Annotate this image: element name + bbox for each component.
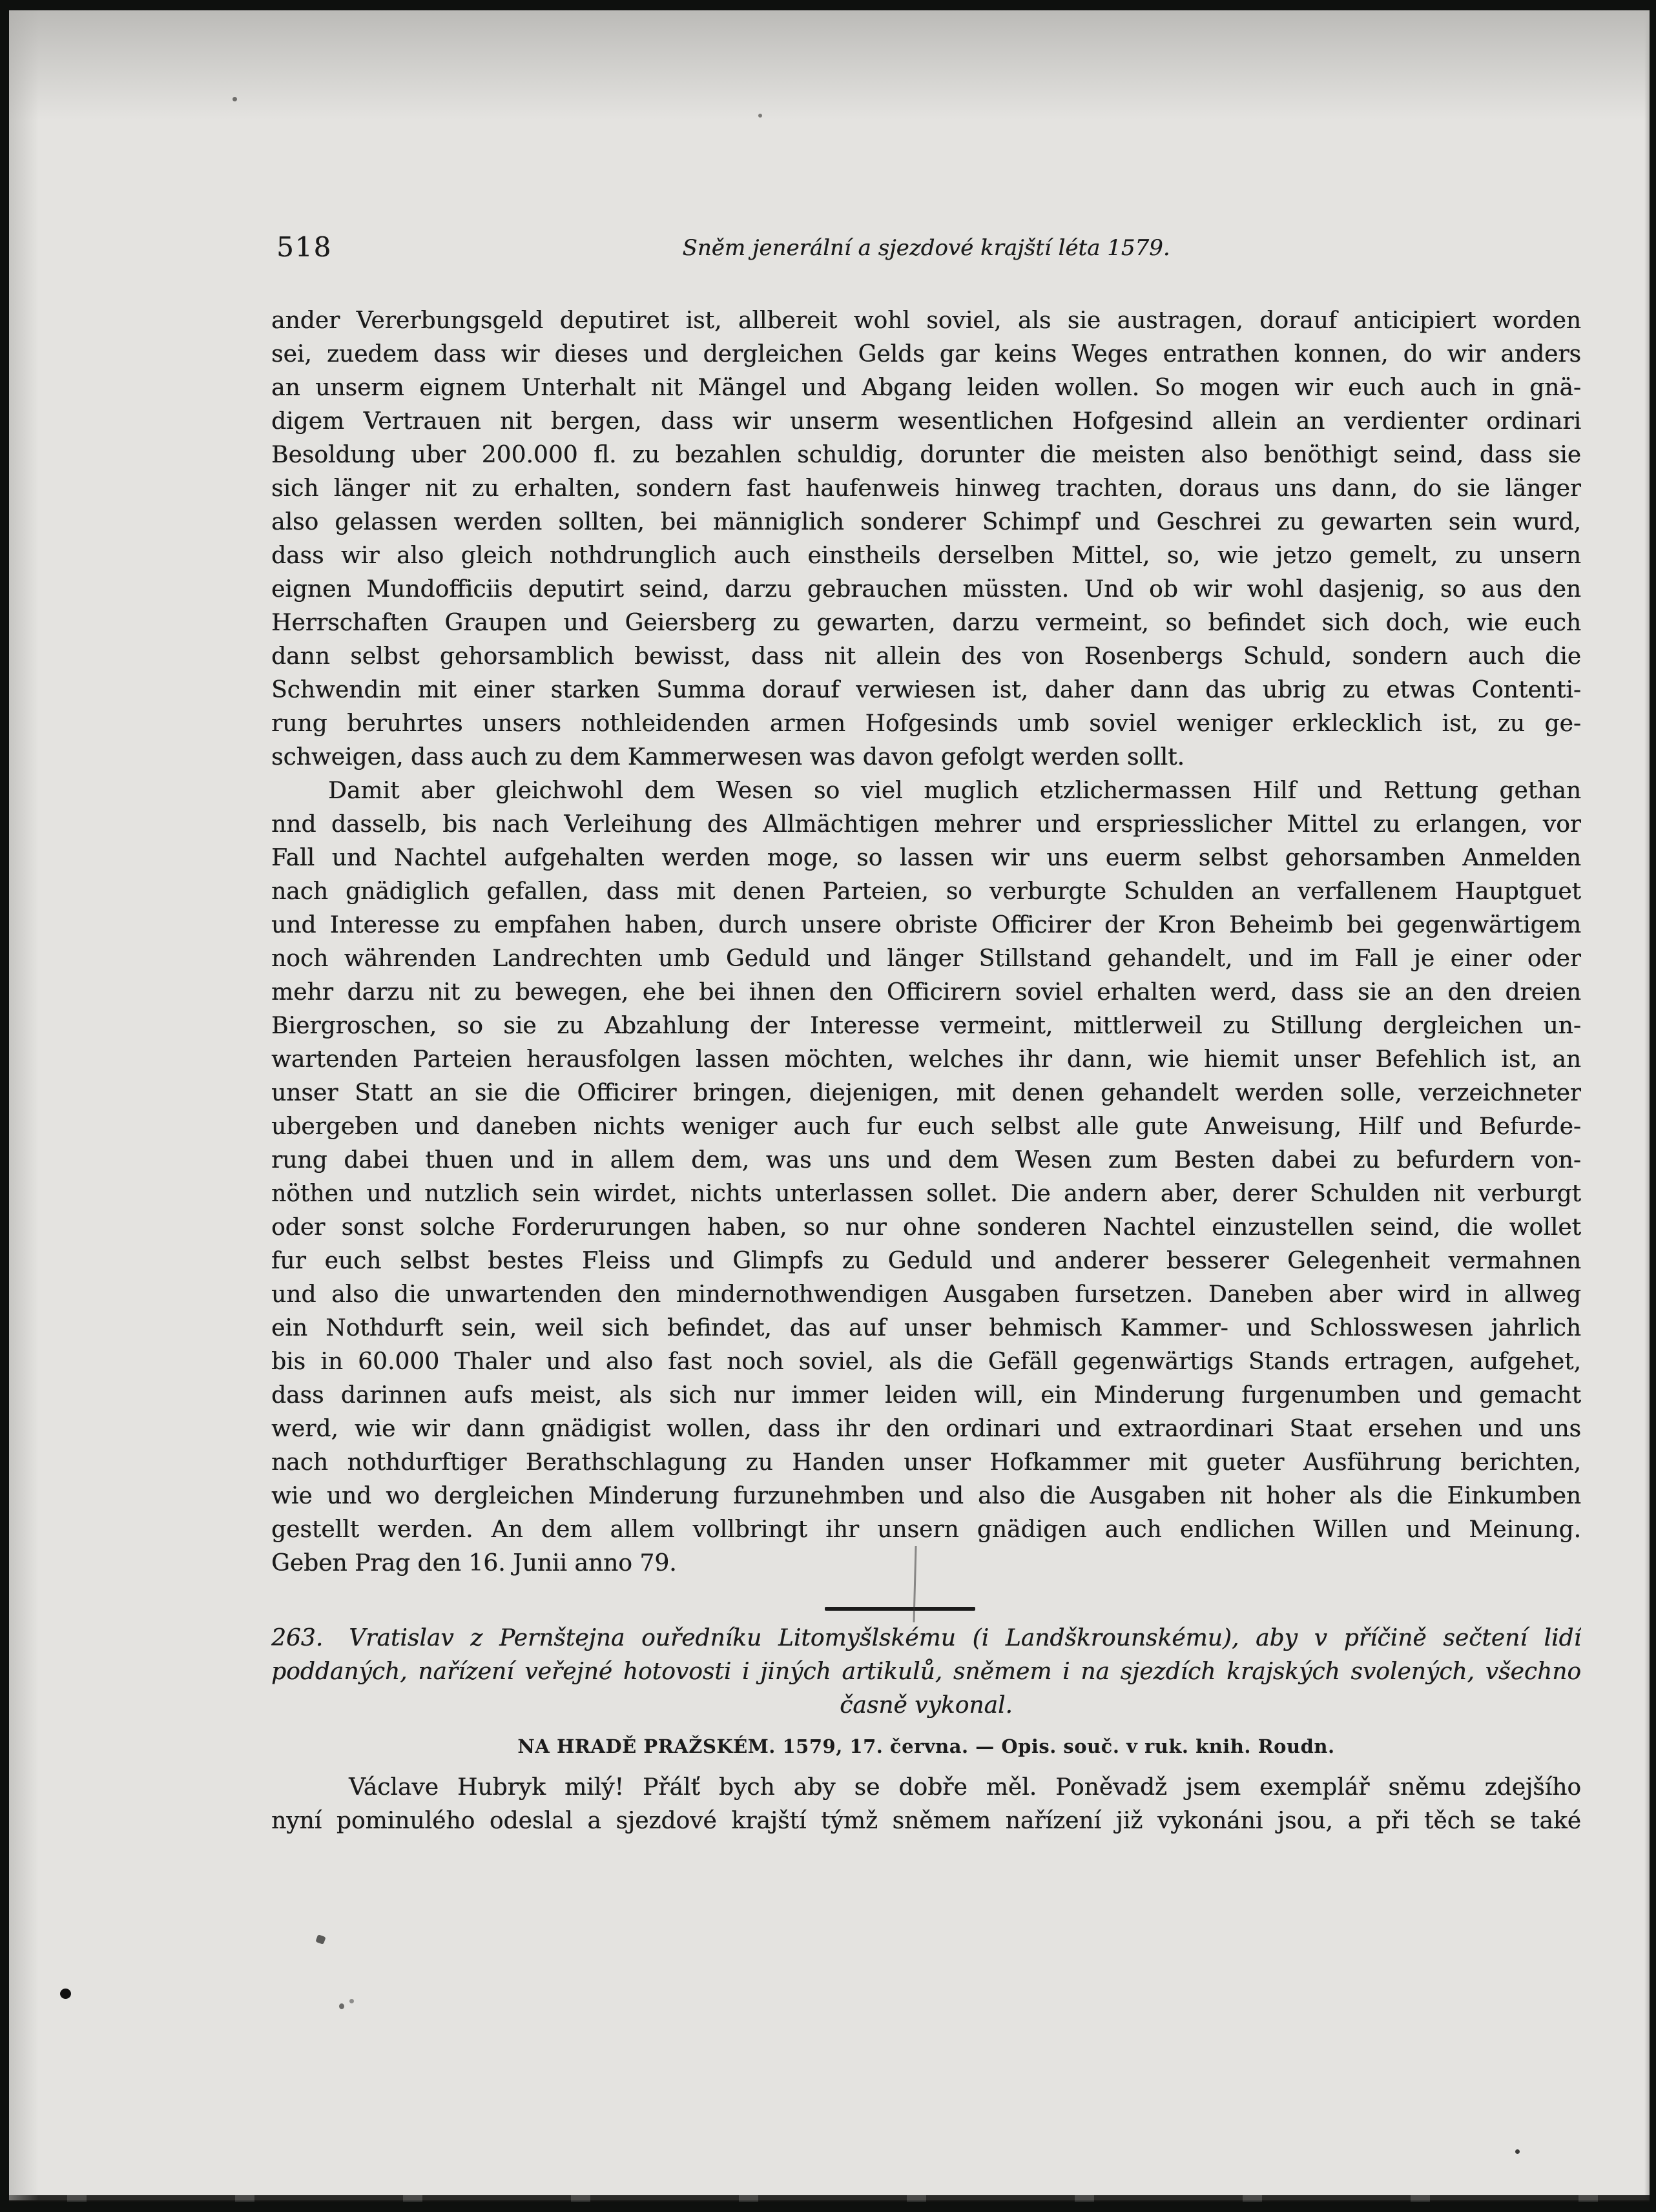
page-bottom-edge <box>9 2195 1650 2202</box>
text-line: nyní pominulého odeslal a sjezdové krajští týmž sněmem nařízení již vykonáni jsou, a při těch se také <box>271 1808 1581 1834</box>
entry-263-body <box>271 1771 1581 1838</box>
entry-263-heading <box>271 1622 1581 1722</box>
text-line: fur euch selbst bestes Fleiss und Glimpfs zu Geduld und anderer besserer Gelegenheit vermahnen <box>271 1248 1581 1274</box>
ink-speck <box>60 1989 71 1999</box>
page-right-edge <box>1644 10 1650 2200</box>
page-number: 518 <box>276 231 333 263</box>
ink-speck <box>758 114 762 118</box>
text-line: sich länger nit zu erhalten, sondern fast haufenweis hinweg trachten, doraus uns dann, do sie länger <box>271 475 1581 502</box>
text-line: wie und wo dergleichen Minderung furzunehmben und also die Ausgaben nit hoher als die Einkumben <box>271 1483 1581 1509</box>
german-paragraph-2 <box>271 774 1581 1547</box>
text-line: eignen Mundofficiis deputirt seind, darzu gebrauchen müssten. Und ob wir wohl dasjenig, so aus den <box>271 576 1581 603</box>
running-title: Sněm jenerální a sjezdové krajští léta 1579. <box>682 235 1170 261</box>
text-line: nach gnädiglich gefallen, dass mit denen Parteien, so verburgte Schulden an verfallenem Hauptguet <box>271 878 1581 905</box>
text-line: rung dabei thuen und in allem dem, was uns und dem Wesen zum Besten dabei zu befurdern von- <box>271 1147 1581 1173</box>
text-line: digem Vertrauen nit bergen, dass wir unserm wesentlichen Hofgesind allein an verdienter ordinari <box>271 408 1581 435</box>
text-line: nach nothdurftiger Berathschlagung zu Handen unser Hofkammer mit gueter Ausführung berichten, <box>271 1449 1581 1476</box>
german-paragraph-1 <box>271 304 1581 774</box>
entry-number: 263. <box>271 1625 324 1651</box>
text-line: Besoldung uber 200.000 fl. zu bezahlen schuldig, dorunter die meisten also benöthigt seind, dass sie <box>271 442 1581 468</box>
text-line: noch währenden Landrechten umb Geduld und länger Stillstand gehandelt, und im Fall je einer oder <box>271 946 1581 972</box>
text-line: nnd dasselb, bis nach Verleihung des Allmächtigen mehrer und erspriesslicher Mittel zu erlangen, vor <box>271 811 1581 838</box>
text-line: dann selbst gehorsamblich bewisst, dass nit allein des von Rosenbergs Schuld, sondern auch die <box>271 643 1581 670</box>
text-line: oder sonst solche Forderurungen haben, so nur ohne sonderen Nachtel einzustellen seind, die wollet <box>271 1214 1581 1241</box>
text-line: rung beruhrtes unsers nothleidenden armen Hofgesinds umb soviel weniger erklecklich ist, zu ge- <box>271 710 1581 737</box>
entry-heading-text: Vratislav z Pernštejna ouředníku Litomyšlskému (i Landškrounskému), aby v příčině sečtení lidí <box>349 1625 1581 1651</box>
ink-speck <box>1515 2149 1520 2154</box>
entry-heading-line-3: časně vykonal. <box>840 1692 1013 1719</box>
text-line: wartenden Parteien herausfolgen lassen möchten, welches ihr dann, wie hiemit unser Befehlich ist, an <box>271 1046 1581 1073</box>
text-line: werd, wie wir dann gnädigist wollen, dass ihr den ordinari und extraordinari Staat ersehen und uns <box>271 1416 1581 1442</box>
text-line: gestellt werden. An dem allem vollbringt ihr unsern gnädigen auch endlichen Willen und Meinung. <box>271 1516 1581 1543</box>
entry-heading-line-2: poddaných, nařízení veřejné hotovosti i jiných artikulů, sněmem i na sjezdích krajských svolených, všechno <box>271 1659 1581 1685</box>
text-line: Schwendin mit einer starken Summa dorauf verwiesen ist, daher dann das ubrig zu etwas Contenti- <box>271 677 1581 703</box>
text-line: mehr darzu nit zu bewegen, ehe bei ihnen den Officirern soviel erhalten werd, dass sie an den dreien <box>271 979 1581 1006</box>
ink-speck <box>339 2003 344 2009</box>
section-divider-rule <box>825 1607 975 1611</box>
text-line: an unserm eignem Unterhalt nit Mängel und Abgang leiden wollen. So mogen wir euch auch in gnä- <box>271 375 1581 401</box>
text-line: ubergeben und daneben nichts weniger auch fur euch selbst alle gute Anweisung, Hilf und Befurde- <box>271 1113 1581 1140</box>
text-line: ander Vererbungsgeld deputiret ist, allbereit wohl soviel, als sie austragen, dorauf anticipiert worden <box>271 307 1581 334</box>
text-line: und also die unwartenden den mindernothwendigen Ausgaben fursetzen. Daneben aber wird in allweg <box>271 1281 1581 1308</box>
section-divider-area <box>271 1594 1581 1613</box>
text-line: und Interesse zu empfahen haben, durch unsere obriste Officirer der Kron Beheimb bei gegenwärtigem <box>271 912 1581 938</box>
text-line: dass darinnen aufs meist, als sich nur immer leiden will, ein Minderung furgenumben und gemacht <box>271 1382 1581 1409</box>
text-line: Damit aber gleichwohl dem Wesen so viel muglich etzlichermassen Hilf und Rettung gethan <box>328 778 1581 804</box>
source-note: NA HRADĚ PRAŽSKÉM. 1579, 17. června. — Opis. souč. v ruk. knih. Roudn. <box>517 1735 1335 1757</box>
text-line: Herrschaften Graupen und Geiersberg zu gewarten, darzu vermeint, so befindet sich doch, wie euch <box>271 610 1581 636</box>
book-page <box>9 10 1650 2200</box>
ink-speck <box>233 97 237 101</box>
entry-heading-line-1 <box>271 1622 1581 1655</box>
page-header <box>271 230 1581 267</box>
dateline: Geben Prag den 16. Junii anno 79. <box>271 1550 677 1576</box>
german-letter-text <box>271 304 1581 1580</box>
ink-speck <box>315 1934 326 1945</box>
text-line: ein Nothdurft sein, weil sich befindet, das auf unser behmisch Kammer- und Schlosswesen jahrlich <box>271 1315 1581 1341</box>
text-line: nöthen und nutzlich sein wirdet, nichts unterlassen sollet. Die andern aber, derer Schulden nit verburgt <box>271 1181 1581 1207</box>
ink-speck <box>349 1999 354 2003</box>
text-line: Václave Hubryk milý! Přálť bych aby se dobře měl. Poněvadž jsem exemplář sněmu zdejšího <box>349 1774 1581 1801</box>
text-line: schweigen, dass auch zu dem Kammerwesen was davon gefolgt werden sollt. <box>271 744 1185 770</box>
text-line: Biergroschen, so sie zu Abzahlung der Interesse vermeint, mittlerweil zu Stillung dergleichen un- <box>271 1013 1581 1039</box>
text-line: sei, zuedem dass wir dieses und dergleichen Gelds gar keins Weges entrathen konnen, do wir anders <box>271 341 1581 367</box>
text-line: also gelassen werden sollten, bei männiglich sonderer Schimpf und Geschrei zu gewarten sein wurd, <box>271 509 1581 535</box>
text-line: bis in 60.000 Thaler und also fast noch soviel, als die Gefäll gegenwärtigs Stands ertragen, aufgehet, <box>271 1349 1581 1375</box>
text-line: unser Statt an sie die Officirer bringen, diejenigen, mit denen gehandelt werden solle, verzeichneter <box>271 1080 1581 1106</box>
text-line: dass wir also gleich nothdrunglich auch einstheils derselben Mittel, so, wie jetzo gemelt, zu unsern <box>271 543 1581 569</box>
text-line: Fall und Nachtel aufgehalten werden moge, so lassen wir uns euerm selbst gehorsamben Anmelden <box>271 845 1581 871</box>
